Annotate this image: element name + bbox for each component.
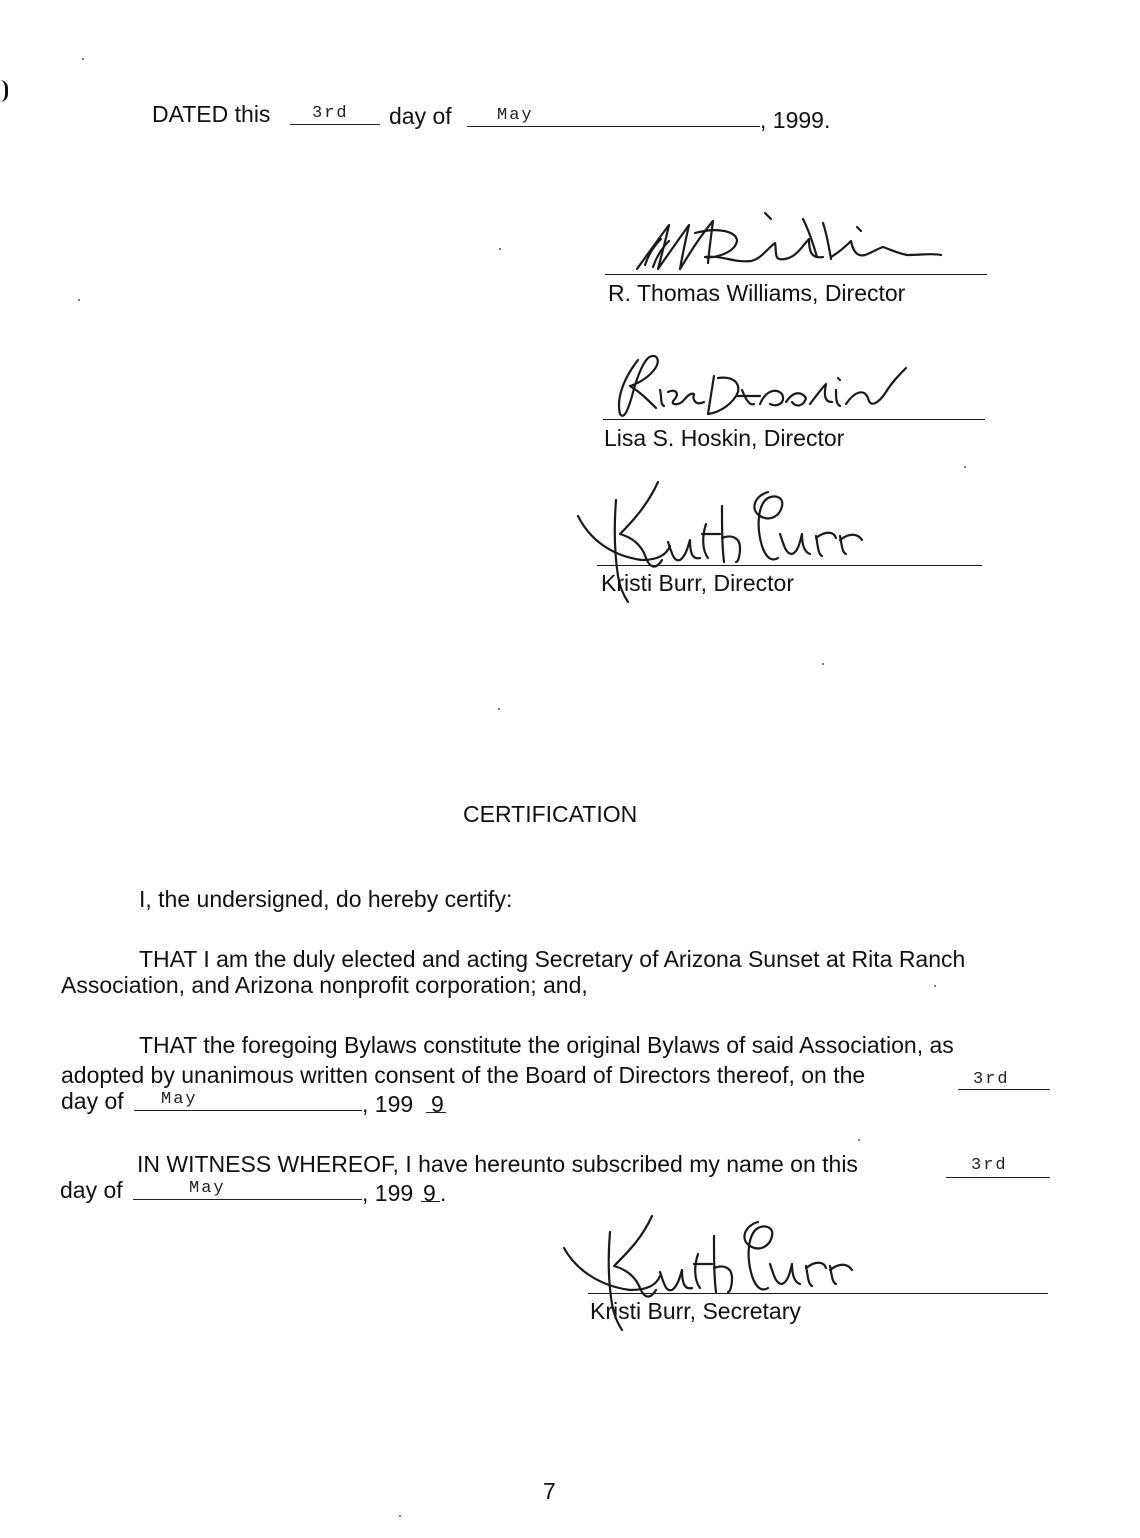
para2-day-blank: [958, 1089, 1050, 1090]
scan-edge-mark: [0, 80, 8, 102]
para3-month-fill: May: [189, 1179, 226, 1198]
para2-line1: THAT the foregoing Bylaws constitute the original Bylaws of said Association, as: [139, 1032, 954, 1058]
para3-line1: IN WITNESS WHEREOF, I have hereunto subscribed my name on this: [137, 1151, 858, 1177]
signatory-williams-name: R. Thomas Williams, Director: [608, 280, 906, 306]
certification-heading: CERTIFICATION: [463, 801, 638, 827]
signature-line-williams: [605, 274, 987, 275]
para1-line1: THAT I am the duly elected and acting Secretary of Arizona Sunset at Rita Ranch: [139, 946, 966, 972]
scan-speck: [964, 466, 966, 468]
para3-day-fill: 3rd: [971, 1156, 1008, 1175]
scan-speck: [498, 708, 500, 710]
certification-intro: I, the undersigned, do hereby certify:: [139, 886, 513, 912]
scan-speck: [822, 663, 824, 665]
signature-line-burr-director: [597, 565, 982, 566]
para3-year-fill: 9: [423, 1180, 436, 1206]
signature-line-secretary: [588, 1293, 1048, 1294]
para2-day-fill: 3rd: [973, 1070, 1010, 1089]
dated-day-of: day of: [389, 103, 452, 129]
signatory-hoskin-name: Lisa S. Hoskin, Director: [604, 425, 845, 451]
para2-year-blank: [426, 1112, 446, 1113]
para2-line2: adopted by unanimous written consent of the Board of Directors thereof, on the: [61, 1062, 866, 1088]
para3-year-blank: [421, 1201, 440, 1202]
para2-month-fill: May: [161, 1090, 198, 1109]
signature-williams: [625, 205, 955, 280]
dated-day-blank: [290, 124, 380, 125]
scan-speck: [399, 1515, 401, 1517]
scan-speck: [934, 985, 936, 987]
dated-month-fill: May: [497, 106, 534, 125]
signature-line-hoskin: [603, 419, 985, 420]
para2-year-prefix: , 199: [362, 1091, 414, 1117]
scan-speck: [78, 299, 80, 301]
dated-month-blank: [467, 126, 760, 127]
scan-speck: [82, 58, 84, 60]
page-number: 7: [543, 1478, 556, 1504]
secretary-name: Kristi Burr, Secretary: [590, 1298, 801, 1324]
dated-year: , 1999.: [760, 107, 831, 133]
scan-speck: [499, 248, 501, 250]
para3-day-blank: [946, 1177, 1050, 1178]
para2-line3-prefix: day of: [61, 1088, 124, 1114]
signature-hoskin: [610, 348, 920, 423]
dated-prefix: DATED this: [152, 101, 271, 127]
para3-month-blank: [133, 1199, 362, 1200]
signatory-burr-name: Kristi Burr, Director: [601, 570, 794, 596]
para3-year-prefix: , 199: [362, 1180, 414, 1206]
para2-month-blank: [134, 1110, 362, 1111]
para3-line2-prefix: day of: [60, 1177, 123, 1203]
scan-speck: [858, 1139, 860, 1141]
para3-year-suffix: .: [440, 1180, 447, 1206]
para1-line2: Association, and Arizona nonprofit corporation; and,: [61, 972, 588, 998]
para2-year-fill: 9: [431, 1091, 444, 1117]
dated-day-fill: 3rd: [312, 104, 349, 123]
